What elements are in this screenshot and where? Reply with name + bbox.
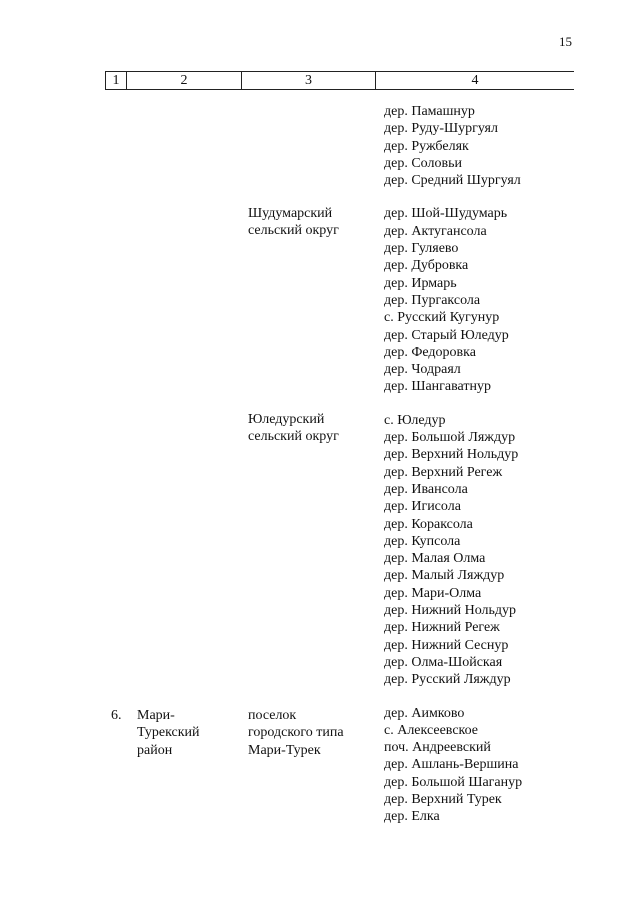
list-item: дер. Актугансола [384, 223, 487, 239]
list-item: дер. Русский Ляждур [384, 672, 511, 688]
header-col-2: 2 [180, 73, 188, 88]
list-item: дер. Верхний Турек [384, 791, 502, 807]
list-item: с. Русский Кугунур [384, 310, 500, 326]
list-item: дер. Ирмарь [384, 275, 457, 291]
list-item: поч. Андреевский [384, 740, 491, 756]
settlements-column [384, 103, 522, 826]
list-item: дер. Ашлань-Вершина [384, 757, 519, 773]
table-header [106, 71, 574, 90]
rural-district-yuledur [248, 411, 339, 446]
district-name-line: Юледурский [248, 412, 325, 427]
subdivision-mari-turek [248, 707, 344, 759]
list-item: дер. Нижний Сеснур [384, 637, 509, 653]
district-name [137, 707, 200, 759]
header-col-3: 3 [305, 73, 312, 88]
list-item: с. Юледур [384, 412, 446, 428]
list-item: дер. Кораксола [384, 516, 473, 532]
subdivision-line: поселок [248, 708, 297, 723]
list-item: дер. Шангаватнур [384, 379, 492, 395]
list-item: дер. Федоровка [384, 344, 476, 360]
list-item: дер. Малая Олма [384, 551, 486, 567]
header-col-4: 4 [471, 73, 479, 88]
page-number: 15 [559, 34, 572, 49]
list-item: дер. Игисола [384, 499, 461, 515]
list-item: дер. Малый Ляждур [384, 568, 505, 584]
list-item: дер. Мари-Олма [384, 585, 482, 601]
district-name-line: район [137, 742, 173, 758]
list-item: дер. Большой Шаганур [384, 774, 523, 790]
list-item: дер. Руду-Шургуял [384, 121, 498, 137]
list-item: дер. Нижний Регеж [384, 620, 500, 636]
list-item: дер. Соловьи [384, 155, 462, 171]
rural-district-shudumar [248, 205, 339, 240]
list-item: дер. Шой-Шудумарь [384, 206, 508, 222]
subdivision-line: городского типа [248, 725, 344, 741]
list-item: дер. Елка [384, 809, 440, 825]
list-item: дер. Памашнур [384, 104, 475, 119]
list-item: дер. Старый Юледур [384, 327, 509, 343]
list-item: дер. Пургаксола [384, 292, 481, 308]
list-item: дер. Гуляево [384, 241, 459, 257]
list-item: дер. Средний Шургуял [384, 173, 521, 189]
list-item: дер. Нижний Нольдур [384, 603, 517, 619]
list-item: дер. Олма-Шойская [384, 654, 503, 670]
list-item: дер. Большой Ляждур [384, 430, 516, 446]
list-item: дер. Верхний Нольдур [384, 447, 519, 463]
district-name-line: сельский округ [248, 429, 339, 445]
list-item: дер. Дубровка [384, 258, 469, 274]
district-name-line: сельский округ [248, 223, 339, 239]
header-col-1: 1 [112, 73, 120, 88]
row-number: 6. [111, 708, 122, 723]
district-name-line: Турекский [137, 725, 200, 741]
district-name-line: Мари- [137, 708, 175, 723]
list-item: дер. Купсола [384, 533, 461, 549]
list-item: дер. Аимково [384, 705, 465, 721]
list-item: дер. Ивансола [384, 481, 468, 497]
list-item: дер. Чодраял [384, 362, 461, 378]
district-name-line: Шудумарский [248, 206, 333, 221]
list-item: дер. Ружбеляк [384, 138, 469, 154]
list-item: дер. Верхний Регеж [384, 464, 503, 480]
list-item: с. Алексеевское [384, 722, 479, 738]
subdivision-line: Мари-Турек [248, 742, 321, 758]
